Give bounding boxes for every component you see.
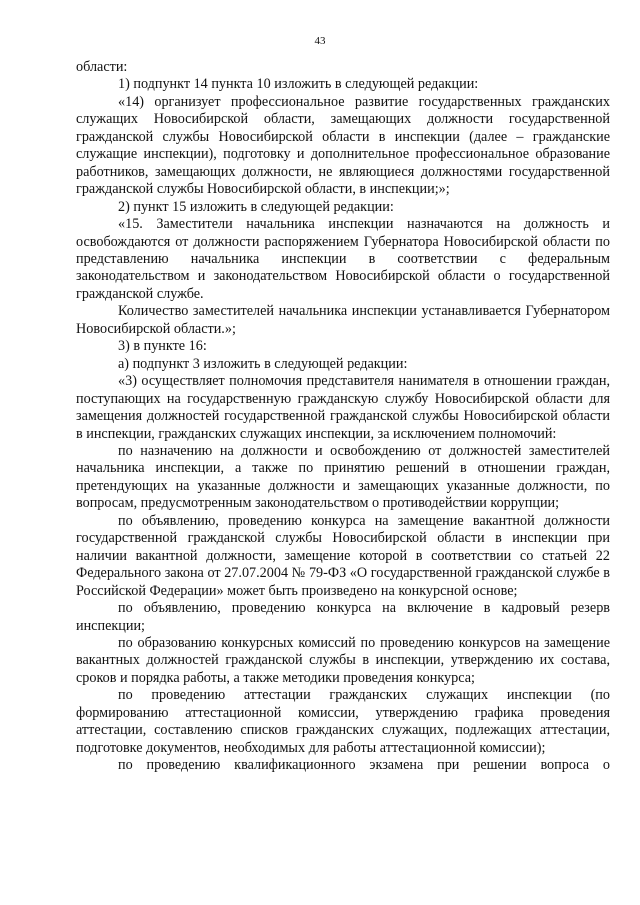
- paragraph: а) подпункт 3 изложить в следующей редакции:: [118, 355, 408, 372]
- paragraph: «14) организует профессиональное развитие государственных гражданских служащих Новосибирской области, замещающих должности государственной гражданской службы Новосибирской области в инспекции (далее – гражданские служащие инспекции), подготовку и дополнительное профессиональное образование работников, замещающих должности, не являющиеся должностями государственной гражданской службы Новосибирской области, в инспекции;»;: [76, 93, 610, 198]
- paragraph: 3) в пункте 16:: [118, 338, 207, 355]
- paragraph: по объявлению, проведению конкурса на включение в кадровый резерв инспекции;: [76, 600, 610, 634]
- document-body: [76, 59, 610, 775]
- paragraph: 1) подпункт 14 пункта 10 изложить в следующей редакции:: [118, 76, 479, 93]
- paragraph: «15. Заместители начальника инспекции назначаются на должность и освобождаются от должности распоряжением Губернатора Новосибирской области по представлению начальника инспекции в соответствии с федеральным законодательством и законодательством Новосибирской области о государственной гражданской службе.: [76, 216, 610, 302]
- paragraph: «3) осуществляет полномочия представителя нанимателя в отношении граждан, поступающих на государственную гражданскую службу Новосибирской области для замещения должностей государственной гражданской службы Новосибирской области в инспекции, гражданских служащих инспекции, за исключением полномочий:: [76, 373, 610, 442]
- paragraph: Количество заместителей начальника инспекции устанавливается Губернатором Новосибирской области.»;: [76, 303, 610, 337]
- page-number: 43: [314, 35, 326, 47]
- paragraph: по назначению на должности и освобождению от должностей заместителей начальника инспекции, а также по принятию решений в отношении граждан, претендующих на указанные должности и замещающих указанные должности, по вопросам, предусмотренным законодательством о противодействии коррупции;: [76, 442, 610, 512]
- paragraph: по проведению квалификационного экзамена при решении вопроса о: [118, 757, 610, 774]
- paragraph: по объявлению, проведению конкурса на замещение вакантной должности государственной гражданской службы Новосибирской области в инспекции при наличии вакантной должности, замещение которой в соответствии со статьей 22 Федерального закона от 27.07.2004 № 79-ФЗ «О государственной гражданской службе в Российской Федерации» может быть произведено на конкурсной основе;: [76, 512, 610, 599]
- paragraph: по образованию конкурсных комиссий по проведению конкурсов на замещение вакантных должностей гражданской службы в инспекции, утверждению их состава, сроков и порядка работы, а также методики проведения конкурса;: [76, 634, 610, 686]
- paragraph: 2) пункт 15 изложить в следующей редакции:: [118, 198, 394, 215]
- paragraph: по проведению аттестации гражданских служащих инспекции (по формированию аттестационной комиссии, утверждению графика проведения аттестации, составлению списков гражданских служащих, подлежащих аттестации, подготовке документов, необходимых для работы аттестационной комиссии);: [76, 687, 610, 756]
- paragraph: области:: [76, 59, 128, 75]
